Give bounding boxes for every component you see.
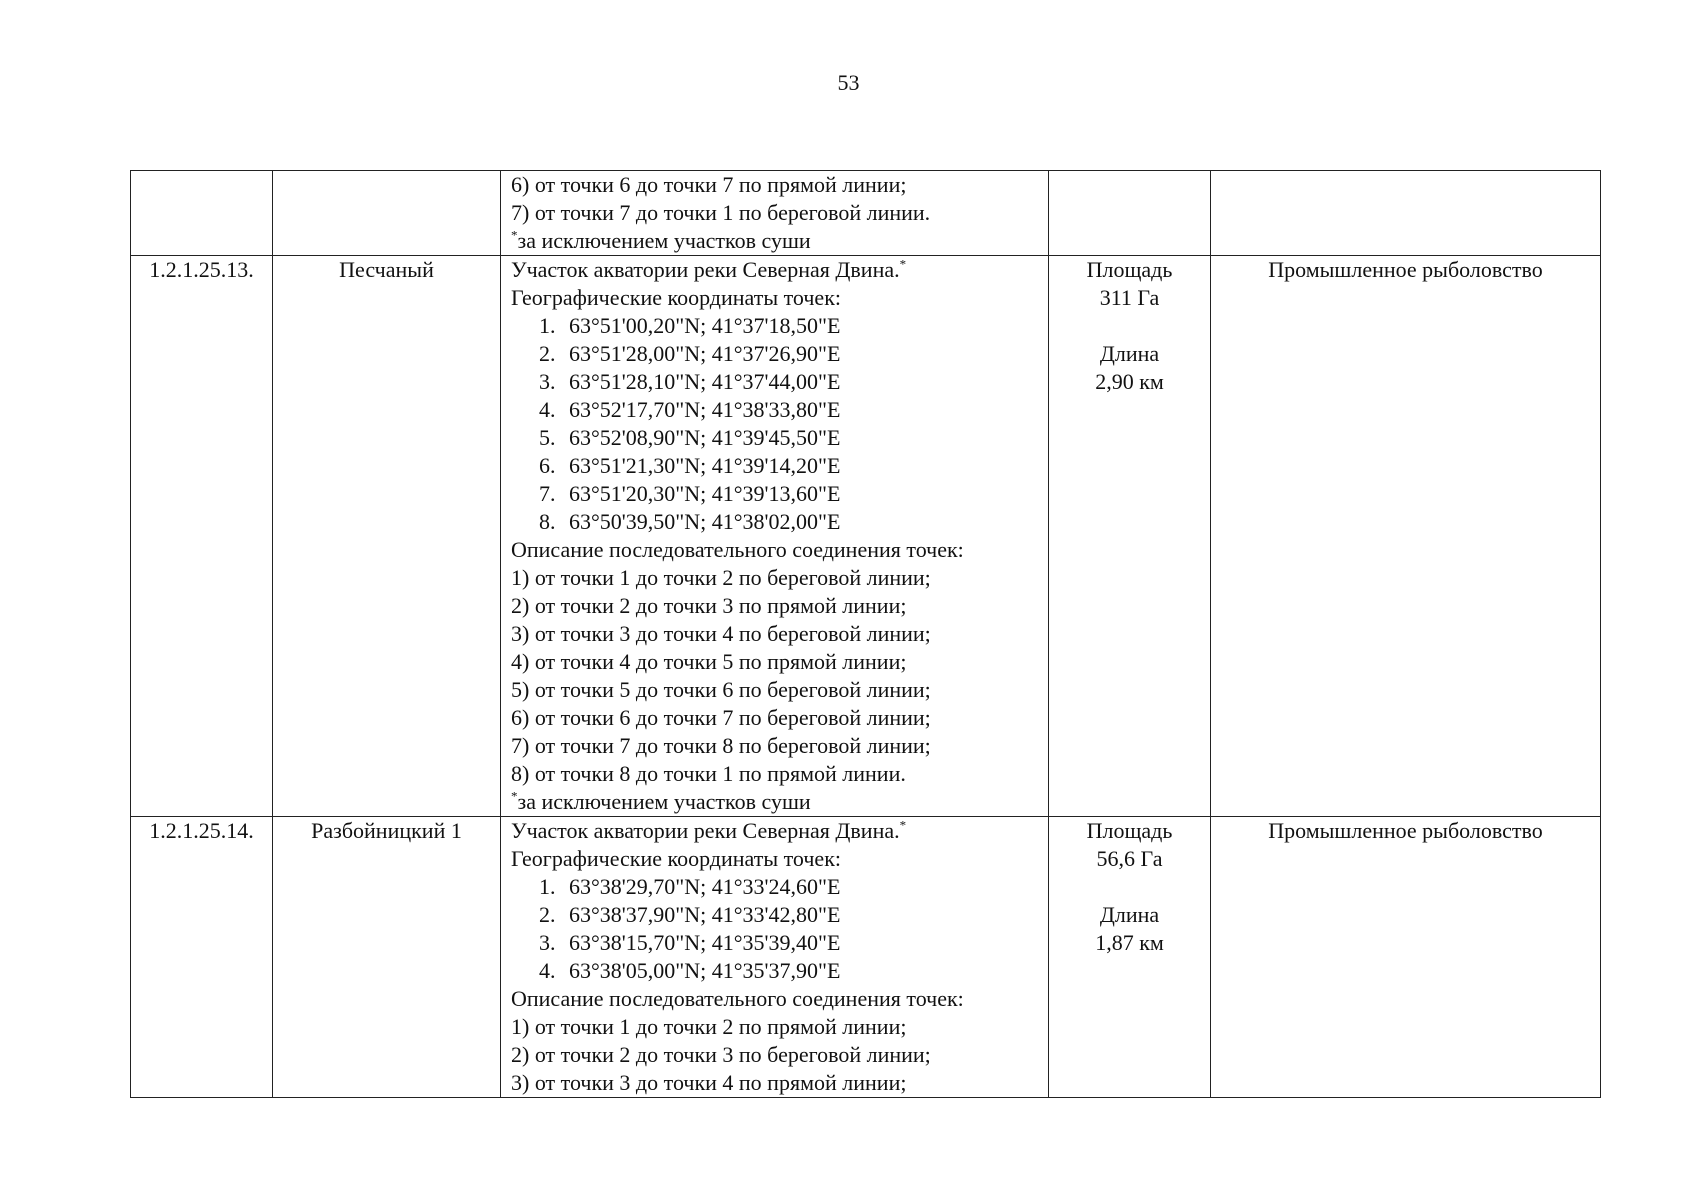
coordinate-point: 5. 63°52'08,90"N; 41°39'45,50"E — [539, 425, 841, 450]
connection-step: 2) от точки 2 до точки 3 по береговой линии; — [511, 1042, 931, 1067]
connection-step: 1) от точки 1 до точки 2 по береговой линии; — [511, 565, 931, 590]
connection-step: 6) от точки 6 до точки 7 по береговой линии; — [511, 705, 931, 730]
connection-step: 3) от точки 3 до точки 4 по прямой линии; — [511, 1070, 907, 1095]
size-cell — [1049, 817, 1211, 1098]
area-name: Песчаный — [273, 256, 501, 817]
area-title: Участок акватории реки Северная Двина.* — [511, 817, 907, 843]
connection-step: 2) от точки 2 до точки 3 по прямой линии; — [511, 593, 907, 618]
connection-step: 3) от точки 3 до точки 4 по береговой линии; — [511, 621, 931, 646]
coordinate-point: 2. 63°51'28,00"N; 41°37'26,90"E — [539, 341, 841, 366]
usage-cell: Промышленное рыболовство — [1211, 256, 1601, 817]
connection-step: 8) от точки 8 до точки 1 по прямой линии. — [511, 761, 906, 786]
description-cell — [501, 256, 1049, 817]
area-value: 311 Га — [1099, 285, 1160, 310]
continuation-line: 6) от точки 6 до точки 7 по прямой линии; — [511, 172, 907, 197]
table-row — [131, 817, 1601, 1098]
coordinate-point: 1. 63°51'00,20"N; 41°37'18,50"E — [539, 313, 841, 338]
area-name: Разбойницкий 1 — [273, 817, 501, 1098]
footnote-note: *за исключением участков суши — [511, 227, 811, 253]
area-id: 1.2.1.25.13. — [131, 256, 273, 817]
coordinate-point: 2. 63°38'37,90"N; 41°33'42,80"E — [539, 902, 841, 927]
coordinate-point: 3. 63°51'28,10"N; 41°37'44,00"E — [539, 369, 841, 394]
length-value: 2,90 км — [1095, 369, 1164, 394]
size-cell — [1049, 256, 1211, 817]
coordinate-point: 4. 63°52'17,70"N; 41°38'33,80"E — [539, 397, 841, 422]
area-id: 1.2.1.25.14. — [131, 817, 273, 1098]
description-cell — [501, 817, 1049, 1098]
connection-step: 1) от точки 1 до точки 2 по прямой линии; — [511, 1014, 907, 1039]
usage-cell — [1211, 171, 1601, 256]
id-cell — [131, 171, 273, 256]
continuation-line: 7) от точки 7 до точки 1 по береговой линии. — [511, 200, 931, 225]
connection-step: 4) от точки 4 до точки 5 по прямой линии; — [511, 649, 907, 674]
coordinate-point: 6. 63°51'21,30"N; 41°39'14,20"E — [539, 453, 841, 478]
footnote-note: *за исключением участков суши — [511, 788, 811, 814]
coords-header: Географические координаты точек: — [511, 285, 841, 310]
area-title: Участок акватории реки Северная Двина.* — [511, 256, 907, 282]
coords-header: Географические координаты точек: — [511, 846, 841, 871]
description-header: Описание последовательного соединения точек: — [511, 986, 964, 1011]
length-value: 1,87 км — [1095, 930, 1164, 955]
coordinate-point: 1. 63°38'29,70"N; 41°33'24,60"E — [539, 874, 841, 899]
connection-step: 5) от точки 5 до точки 6 по береговой линии; — [511, 677, 931, 702]
table-row-continuation — [131, 171, 1601, 256]
size-cell — [1049, 171, 1211, 256]
fishing-areas-table — [130, 170, 1601, 1098]
usage-cell: Промышленное рыболовство — [1211, 817, 1601, 1098]
area-value: 56,6 Га — [1096, 846, 1163, 871]
coordinate-point: 8. 63°50'39,50"N; 41°38'02,00"E — [539, 509, 841, 534]
table-row — [131, 256, 1601, 817]
description-header: Описание последовательного соединения точек: — [511, 537, 964, 562]
connection-step: 7) от точки 7 до точки 8 по береговой линии; — [511, 733, 931, 758]
coordinate-point: 4. 63°38'05,00"N; 41°35'37,90"E — [539, 958, 841, 983]
page-number: 53 — [837, 70, 860, 95]
coordinate-point: 7. 63°51'20,30"N; 41°39'13,60"E — [539, 481, 841, 506]
description-cell — [501, 171, 1049, 256]
area-label: Площадь — [1086, 257, 1173, 282]
length-label: Длина — [1099, 341, 1160, 366]
area-label: Площадь — [1086, 818, 1173, 843]
name-cell — [273, 171, 501, 256]
coordinate-point: 3. 63°38'15,70"N; 41°35'39,40"E — [539, 930, 841, 955]
length-label: Длина — [1099, 902, 1160, 927]
